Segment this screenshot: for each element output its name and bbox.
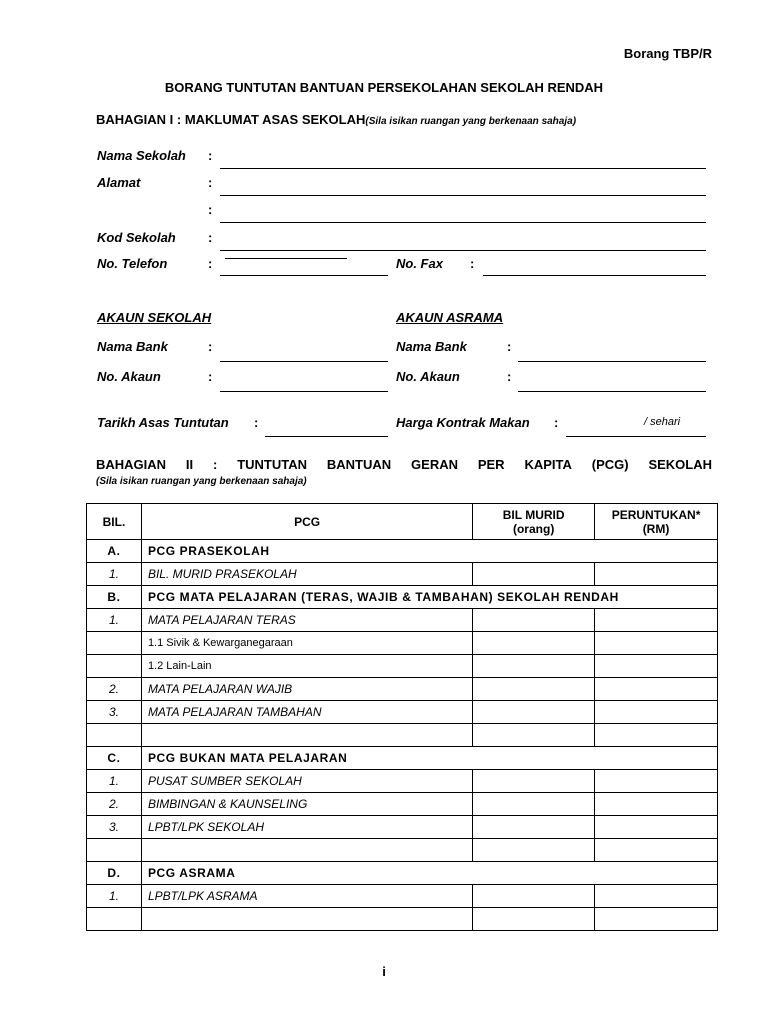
hostel-account-no-label: No. Akaun — [396, 369, 460, 384]
hostel-bank-name-label: Nama Bank — [396, 339, 467, 354]
peruntukan-cell[interactable] — [595, 655, 718, 678]
table-row — [87, 747, 718, 770]
school-code-field[interactable] — [220, 250, 706, 251]
phone-field-top-line — [225, 258, 347, 259]
meal-contract-label: Harga Kontrak Makan — [396, 415, 530, 430]
heading-word: SEKOLAH — [648, 457, 712, 472]
colon: : — [208, 369, 213, 384]
peruntukan-cell[interactable] — [595, 563, 718, 586]
claim-date-label: Tarikh Asas Tuntutan — [97, 415, 229, 430]
bil-murid-cell[interactable] — [473, 678, 595, 701]
table-row — [87, 678, 718, 701]
colon: : — [507, 369, 512, 384]
row-label: 1.2 Lain-Lain — [141, 655, 472, 678]
heading-word: : — [213, 457, 218, 472]
bil-murid-cell[interactable] — [473, 793, 595, 816]
peruntukan-cell[interactable] — [595, 839, 718, 862]
category-label: PCG ASRAMA — [141, 862, 717, 885]
form-title: BORANG TUNTUTAN BANTUAN PERSEKOLAHAN SEKOLAH RENDAH — [164, 80, 604, 95]
school-account-no-field[interactable] — [220, 391, 388, 392]
bil-murid-cell[interactable] — [473, 816, 595, 839]
row-bil: 3. — [87, 816, 142, 839]
claim-date-field[interactable] — [265, 436, 388, 437]
peruntukan-cell[interactable] — [595, 724, 718, 747]
header-bil-murid-label: BIL MURID — [502, 507, 565, 522]
row-bil: C. — [87, 747, 142, 770]
peruntukan-cell[interactable] — [595, 908, 718, 931]
section1-heading-text: BAHAGIAN I : MAKLUMAT ASAS SEKOLAH — [96, 112, 366, 127]
colon: : — [254, 415, 259, 430]
school-name-field[interactable] — [220, 168, 706, 169]
section1-heading — [96, 112, 576, 127]
bil-murid-cell[interactable] — [473, 908, 595, 931]
table-row — [87, 770, 718, 793]
bil-murid-cell[interactable] — [473, 885, 595, 908]
row-bil: B. — [87, 586, 142, 609]
peruntukan-cell[interactable] — [595, 701, 718, 724]
address-label: Alamat — [97, 175, 141, 190]
row-bil: D. — [87, 862, 142, 885]
peruntukan-cell[interactable] — [595, 609, 718, 632]
header-bil: BIL. — [87, 504, 142, 540]
table-row — [87, 724, 718, 747]
colon: : — [208, 148, 213, 163]
header-pcg: PCG — [141, 504, 472, 540]
table-row — [87, 632, 718, 655]
row-bil: 2. — [87, 678, 142, 701]
peruntukan-cell[interactable] — [595, 678, 718, 701]
school-bank-name-label: Nama Bank — [97, 339, 168, 354]
row-label: PUSAT SUMBER SEKOLAH — [141, 770, 472, 793]
row-label: 1.1 Sivik & Kewarganegaraan — [141, 632, 472, 655]
bil-murid-cell[interactable] — [473, 563, 595, 586]
row-bil: 1. — [87, 885, 142, 908]
row-bil — [87, 724, 142, 747]
row-label: LPBT/LPK ASRAMA — [141, 885, 472, 908]
section2-heading — [96, 457, 712, 472]
table-row — [87, 563, 718, 586]
heading-word: TUNTUTAN — [237, 457, 308, 472]
section1-note: (Sila isikan ruangan yang berkenaan sahaja) — [365, 116, 577, 127]
section2-note: (Sila isikan ruangan yang berkenaan sahaja) — [96, 476, 307, 487]
row-label — [141, 908, 472, 931]
category-label: PCG MATA PELAJARAN (TERAS, WAJIB & TAMBAHAN) SEKOLAH RENDAH — [141, 586, 717, 609]
table-row — [87, 885, 718, 908]
row-label — [141, 839, 472, 862]
table-row — [87, 540, 718, 563]
colon: : — [208, 230, 213, 245]
row-bil: 1. — [87, 609, 142, 632]
fax-field[interactable] — [483, 275, 706, 276]
phone-label: No. Telefon — [97, 256, 168, 271]
peruntukan-cell[interactable] — [595, 885, 718, 908]
bil-murid-cell[interactable] — [473, 839, 595, 862]
bil-murid-cell[interactable] — [473, 632, 595, 655]
colon: : — [554, 415, 559, 430]
address-field-line1[interactable] — [220, 195, 706, 196]
heading-word: II — [185, 457, 194, 472]
school-account-heading: AKAUN SEKOLAH — [97, 310, 212, 325]
colon: : — [470, 256, 475, 271]
meal-contract-field[interactable] — [566, 436, 706, 437]
bil-murid-cell[interactable] — [473, 724, 595, 747]
peruntukan-cell[interactable] — [595, 793, 718, 816]
heading-word: BANTUAN — [326, 457, 392, 472]
table-row — [87, 793, 718, 816]
bil-murid-cell[interactable] — [473, 701, 595, 724]
row-label: BIMBINGAN & KAUNSELING — [141, 793, 472, 816]
bil-murid-cell[interactable] — [473, 609, 595, 632]
row-bil: 2. — [87, 793, 142, 816]
table-row — [87, 701, 718, 724]
header-bil-murid — [473, 504, 595, 540]
bil-murid-cell[interactable] — [473, 770, 595, 793]
school-bank-name-field[interactable] — [220, 361, 388, 362]
row-bil — [87, 655, 142, 678]
fax-label: No. Fax — [396, 256, 443, 271]
colon: : — [507, 339, 512, 354]
bil-murid-cell[interactable] — [473, 655, 595, 678]
peruntukan-cell[interactable] — [595, 632, 718, 655]
table-row — [87, 862, 718, 885]
row-bil — [87, 632, 142, 655]
heading-word: GERAN — [411, 457, 458, 472]
row-bil — [87, 908, 142, 931]
heading-word: (PCG) — [591, 457, 629, 472]
header-peruntukan-unit: (RM) — [642, 521, 670, 536]
header-bil-murid-unit: (orang) — [512, 521, 555, 536]
row-label: MATA PELAJARAN TERAS — [141, 609, 472, 632]
hostel-bank-name-field[interactable] — [518, 361, 706, 362]
header-peruntukan-label: PERUNTUKAN* — [611, 507, 701, 522]
category-label: PCG BUKAN MATA PELAJARAN — [141, 747, 717, 770]
row-label — [141, 724, 472, 747]
row-label: BIL. MURID PRASEKOLAH — [141, 563, 472, 586]
school-account-no-label: No. Akaun — [97, 369, 161, 384]
school-code-label: Kod Sekolah — [97, 230, 176, 245]
peruntukan-cell[interactable] — [595, 816, 718, 839]
row-bil: 1. — [87, 563, 142, 586]
colon: : — [208, 256, 213, 271]
table-row — [87, 816, 718, 839]
header-peruntukan — [595, 504, 718, 540]
row-bil: A. — [87, 540, 142, 563]
table-row — [87, 908, 718, 931]
per-day-suffix: / sehari — [644, 416, 681, 428]
table-row — [87, 586, 718, 609]
heading-word: BAHAGIAN — [96, 457, 167, 472]
school-name-label: Nama Sekolah — [97, 148, 186, 163]
row-label: MATA PELAJARAN TAMBAHAN — [141, 701, 472, 724]
colon: : — [208, 339, 213, 354]
hostel-account-heading: AKAUN ASRAMA — [396, 310, 504, 325]
heading-word: KAPITA — [524, 457, 572, 472]
category-label: PCG PRASEKOLAH — [141, 540, 717, 563]
peruntukan-cell[interactable] — [595, 770, 718, 793]
phone-field[interactable] — [220, 275, 388, 276]
table-row — [87, 609, 718, 632]
row-bil: 1. — [87, 770, 142, 793]
colon: : — [208, 175, 213, 190]
form-code: Borang TBP/R — [623, 46, 712, 61]
row-label: MATA PELAJARAN WAJIB — [141, 678, 472, 701]
row-bil — [87, 839, 142, 862]
heading-word: PER — [477, 457, 505, 472]
address-field-line2[interactable] — [220, 222, 706, 223]
page-number: i — [382, 964, 386, 979]
row-label: LPBT/LPK SEKOLAH — [141, 816, 472, 839]
row-bil: 3. — [87, 701, 142, 724]
table-header-row — [87, 504, 718, 540]
hostel-account-no-field[interactable] — [518, 391, 706, 392]
table-row — [87, 839, 718, 862]
colon: : — [208, 202, 213, 217]
pcg-table — [86, 503, 718, 931]
table-row — [87, 655, 718, 678]
